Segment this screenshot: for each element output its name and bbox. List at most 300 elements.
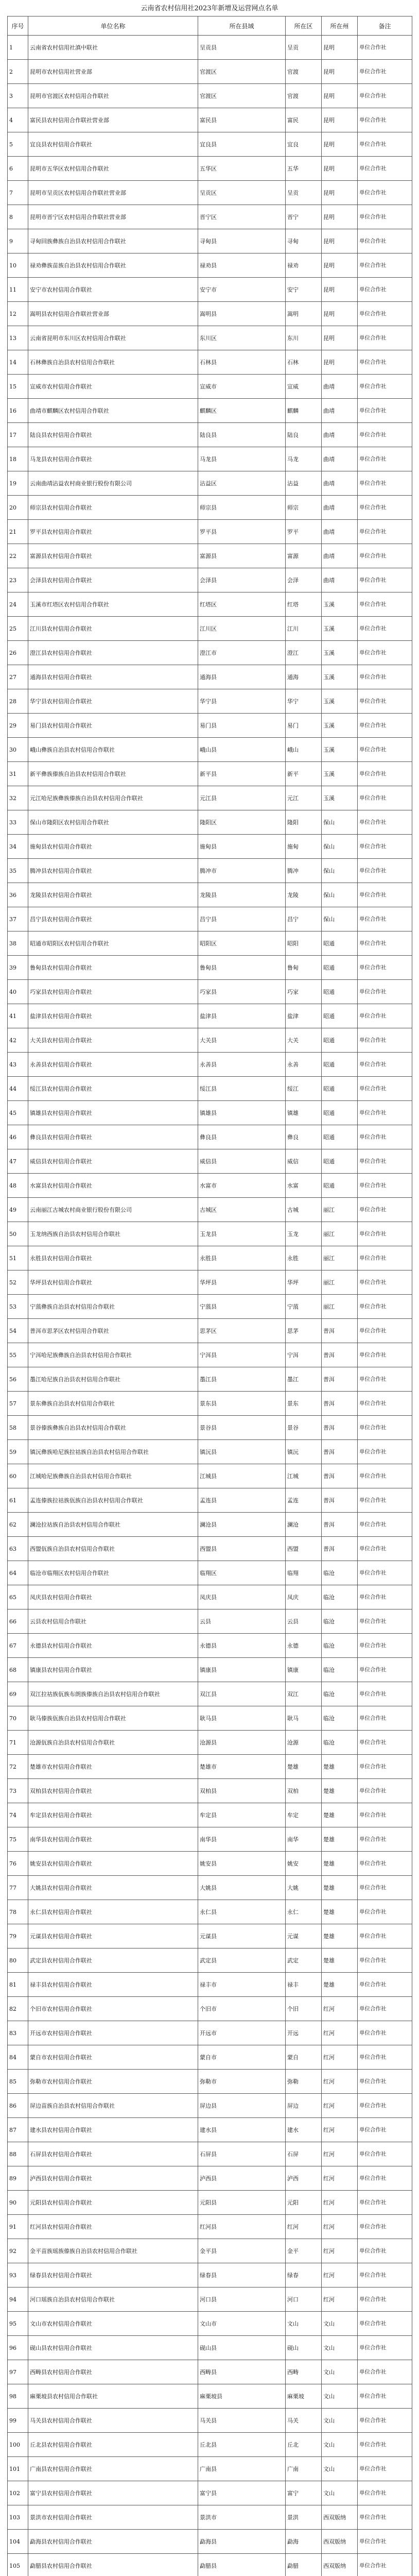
cell-prefecture: 楚雄 <box>322 1803 358 1827</box>
cell-remark: 单位合作社 <box>358 1440 412 1464</box>
cell-prefecture: 临沧 <box>322 1561 358 1585</box>
cell-index: 24 <box>8 592 28 617</box>
cell-unit-name: 澄江县农村信用合作联社 <box>28 641 198 665</box>
cell-index: 6 <box>8 157 28 181</box>
cell-unit-name: 勐腊县农村信用合作联社 <box>28 2554 198 2576</box>
table-row <box>8 2239 412 2263</box>
cell-district: 宣威 <box>286 375 322 399</box>
cell-district: 鲁甸 <box>286 956 322 980</box>
cell-index: 98 <box>8 2384 28 2409</box>
cell-remark: 单位合作社 <box>358 253 412 278</box>
cell-unit-name: 南华县农村信用合作联社 <box>28 1827 198 1852</box>
cell-prefecture: 红河 <box>322 1997 358 2021</box>
table-row <box>8 1198 412 1222</box>
cell-remark: 单位合作社 <box>358 2239 412 2263</box>
cell-prefecture: 曲靖 <box>322 471 358 496</box>
cell-prefecture: 楚雄 <box>322 1973 358 1997</box>
cell-district: 富宁 <box>286 2481 322 2505</box>
cell-unit-name: 大姚县农村信用合作联社 <box>28 1876 198 1900</box>
cell-remark: 单位合作社 <box>358 496 412 520</box>
header-remark: 备注 <box>358 16 412 36</box>
cell-district: 双江 <box>286 1682 322 1706</box>
cell-prefecture: 丽江 <box>322 1295 358 1319</box>
cell-prefecture: 曲靖 <box>322 520 358 544</box>
cell-index: 37 <box>8 907 28 931</box>
cell-county: 水富市 <box>198 1174 286 1198</box>
header-prefecture: 所在州 <box>322 16 358 36</box>
cell-unit-name: 鲁甸县农村信用合作联社 <box>28 956 198 980</box>
cell-district: 红塔 <box>286 592 322 617</box>
cell-unit-name: 玉溪市红塔区农村信用合作联社 <box>28 592 198 617</box>
table-row <box>8 2094 412 2118</box>
cell-county: 南华县 <box>198 1827 286 1852</box>
cell-remark: 单位合作社 <box>358 835 412 859</box>
cell-district: 永善 <box>286 1053 322 1077</box>
cell-remark: 单位合作社 <box>358 2336 412 2360</box>
cell-prefecture: 曲靖 <box>322 399 358 423</box>
cell-prefecture: 红河 <box>322 2118 358 2142</box>
cell-prefecture: 昭通 <box>322 1101 358 1125</box>
cell-index: 75 <box>8 1827 28 1852</box>
cell-district: 富源 <box>286 544 322 568</box>
table-row <box>8 1125 412 1149</box>
cell-district: 元阳 <box>286 2191 322 2215</box>
table-row <box>8 350 412 375</box>
cell-prefecture: 曲靖 <box>322 375 358 399</box>
cell-district: 江川 <box>286 617 322 641</box>
cell-index: 72 <box>8 1755 28 1779</box>
cell-county: 镇沅县 <box>198 1440 286 1464</box>
cell-district: 楚雄 <box>286 1755 322 1779</box>
cell-prefecture: 普洱 <box>322 1464 358 1488</box>
cell-county: 永善县 <box>198 1053 286 1077</box>
cell-district: 思茅 <box>286 1319 322 1343</box>
cell-unit-name: 昆明市官渡区农村信用合作联社 <box>28 84 198 108</box>
cell-index: 19 <box>8 471 28 496</box>
cell-index: 99 <box>8 2409 28 2433</box>
cell-index: 40 <box>8 980 28 1004</box>
table-row <box>8 1077 412 1101</box>
cell-unit-name: 新平彝族傣族自治县农村信用合作联社 <box>28 762 198 786</box>
table-row <box>8 883 412 907</box>
cell-index: 27 <box>8 665 28 689</box>
cell-district: 开远 <box>286 2021 322 2045</box>
cell-unit-name: 耿马傣族佤族自治县农村信用合作联社 <box>28 1706 198 1731</box>
cell-remark: 单位合作社 <box>358 1561 412 1585</box>
cell-unit-name: 墨江哈尼族自治县农村信用合作联社 <box>28 1367 198 1392</box>
cell-remark: 单位合作社 <box>358 520 412 544</box>
cell-unit-name: 建水县农村信用合作联社 <box>28 2118 198 2142</box>
table-row <box>8 471 412 496</box>
cell-unit-name: 安宁市农村信用合作联社 <box>28 278 198 302</box>
cell-remark: 单位合作社 <box>358 641 412 665</box>
cell-unit-name: 禄丰县农村信用合作联社 <box>28 1973 198 1997</box>
cell-remark: 单位合作社 <box>358 980 412 1004</box>
cell-unit-name: 临沧市临翔区农村信用合作联社 <box>28 1561 198 1585</box>
cell-prefecture: 楚雄 <box>322 1779 358 1803</box>
cell-county: 绥江县 <box>198 1077 286 1101</box>
cell-district: 禄丰 <box>286 1973 322 1997</box>
table-row <box>8 2433 412 2457</box>
cell-remark: 单位合作社 <box>358 1416 412 1440</box>
cell-index: 13 <box>8 326 28 350</box>
cell-county: 镇雄县 <box>198 1101 286 1125</box>
cell-prefecture: 昆明 <box>322 84 358 108</box>
cell-prefecture: 楚雄 <box>322 1827 358 1852</box>
cell-district: 景洪 <box>286 2505 322 2530</box>
cell-district: 会泽 <box>286 568 322 592</box>
cell-remark: 单位合作社 <box>358 1222 412 1246</box>
cell-index: 53 <box>8 1295 28 1319</box>
cell-prefecture: 昆明 <box>322 302 358 326</box>
cell-unit-name: 景东彝族自治县农村信用合作联社 <box>28 1392 198 1416</box>
cell-county: 勐海县 <box>198 2530 286 2554</box>
cell-index: 88 <box>8 2142 28 2166</box>
cell-remark: 单位合作社 <box>358 2287 412 2312</box>
cell-district: 龙陵 <box>286 883 322 907</box>
cell-index: 82 <box>8 1997 28 2021</box>
cell-district: 新平 <box>286 762 322 786</box>
cell-remark: 单位合作社 <box>358 592 412 617</box>
table-row <box>8 1682 412 1706</box>
cell-remark: 单位合作社 <box>358 2409 412 2433</box>
cell-unit-name: 盐津县农村信用合作联社 <box>28 1004 198 1028</box>
table-row <box>8 1392 412 1416</box>
cell-prefecture: 楚雄 <box>322 1876 358 1900</box>
cell-remark: 单位合作社 <box>358 617 412 641</box>
cell-unit-name: 马龙县农村信用合作联社 <box>28 447 198 471</box>
cell-index: 92 <box>8 2239 28 2263</box>
cell-county: 禄丰市 <box>198 1973 286 1997</box>
cell-prefecture: 玉溪 <box>322 592 358 617</box>
cell-remark: 单位合作社 <box>358 2166 412 2191</box>
table-row <box>8 859 412 883</box>
cell-remark: 单位合作社 <box>358 399 412 423</box>
cell-remark: 单位合作社 <box>358 1827 412 1852</box>
cell-county: 施甸县 <box>198 835 286 859</box>
table-row <box>8 2384 412 2409</box>
cell-unit-name: 弥勒市农村信用合作联社 <box>28 2070 198 2094</box>
cell-county: 江城县 <box>198 1464 286 1488</box>
cell-county: 大关县 <box>198 1028 286 1053</box>
cell-county: 江川区 <box>198 617 286 641</box>
table-row <box>8 2118 412 2142</box>
cell-county: 西畴县 <box>198 2360 286 2384</box>
table-row <box>8 1513 412 1537</box>
cell-prefecture: 红河 <box>322 2239 358 2263</box>
table-row <box>8 253 412 278</box>
cell-prefecture: 临沧 <box>322 1682 358 1706</box>
cell-district: 勐海 <box>286 2530 322 2554</box>
cell-remark: 单位合作社 <box>358 1948 412 1973</box>
cell-index: 81 <box>8 1973 28 1997</box>
cell-county: 思茅区 <box>198 1319 286 1343</box>
table-row <box>8 2554 412 2576</box>
table-row <box>8 1270 412 1295</box>
cell-county: 东川区 <box>198 326 286 350</box>
cell-prefecture: 红河 <box>322 2045 358 2070</box>
cell-index: 84 <box>8 2045 28 2070</box>
cell-unit-name: 丘北县农村信用合作联社 <box>28 2433 198 2457</box>
cell-remark: 单位合作社 <box>358 350 412 375</box>
cell-district: 个旧 <box>286 1997 322 2021</box>
cell-unit-name: 宜良县农村信用合作联社 <box>28 132 198 157</box>
cell-unit-name: 孟连傣族拉祜族佤族自治县农村信用合作联社 <box>28 1488 198 1513</box>
cell-index: 86 <box>8 2094 28 2118</box>
cell-prefecture: 普洱 <box>322 1319 358 1343</box>
cell-unit-name: 沧源佤族自治县农村信用合作联社 <box>28 1731 198 1755</box>
cell-unit-name: 威信县农村信用合作联社 <box>28 1149 198 1174</box>
cell-unit-name: 峨山彝族自治县农村信用合作联社 <box>28 738 198 762</box>
table-row <box>8 157 412 181</box>
cell-county: 麻栗坡县 <box>198 2384 286 2409</box>
cell-county: 绿春县 <box>198 2263 286 2287</box>
cell-county: 古城区 <box>198 1198 286 1222</box>
cell-prefecture: 昆明 <box>322 132 358 157</box>
cell-county: 禄劝县 <box>198 253 286 278</box>
table-row <box>8 1028 412 1053</box>
cell-prefecture: 昭通 <box>322 980 358 1004</box>
table-row <box>8 2481 412 2505</box>
cell-index: 69 <box>8 1682 28 1706</box>
cell-district: 宁蒗 <box>286 1295 322 1319</box>
cell-county: 寻甸县 <box>198 229 286 253</box>
cell-district: 镇雄 <box>286 1101 322 1125</box>
cell-district: 双柏 <box>286 1779 322 1803</box>
cell-index: 100 <box>8 2433 28 2457</box>
cell-county: 罗平县 <box>198 520 286 544</box>
cell-remark: 单位合作社 <box>358 1101 412 1125</box>
table-row <box>8 1948 412 1973</box>
table-row <box>8 36 412 60</box>
table-row <box>8 544 412 568</box>
cell-unit-name: 华宁县农村信用合作联社 <box>28 689 198 714</box>
cell-prefecture: 昆明 <box>322 229 358 253</box>
cell-prefecture: 玉溪 <box>322 762 358 786</box>
cell-unit-name: 施甸县农村信用合作联社 <box>28 835 198 859</box>
table-row <box>8 2287 412 2312</box>
cell-unit-name: 华坪县农村信用合作联社 <box>28 1270 198 1295</box>
cell-remark: 单位合作社 <box>358 1900 412 1924</box>
cell-prefecture: 昭通 <box>322 1149 358 1174</box>
cell-index: 89 <box>8 2166 28 2191</box>
table-row <box>8 375 412 399</box>
cell-county: 富民县 <box>198 108 286 132</box>
cell-unit-name: 西畴县农村信用合作联社 <box>28 2360 198 2384</box>
cell-district: 弥勒 <box>286 2070 322 2094</box>
cell-index: 36 <box>8 883 28 907</box>
table-row <box>8 1440 412 1464</box>
cell-remark: 单位合作社 <box>358 1392 412 1416</box>
cell-county: 沾益区 <box>198 471 286 496</box>
cell-index: 9 <box>8 229 28 253</box>
cell-county: 官渡区 <box>198 84 286 108</box>
cell-index: 41 <box>8 1004 28 1028</box>
table-row <box>8 1319 412 1343</box>
table-row <box>8 1731 412 1755</box>
cell-unit-name: 禄劝彝族苗族自治县农村信用合作联社 <box>28 253 198 278</box>
cell-district: 彝良 <box>286 1125 322 1149</box>
cell-district: 西盟 <box>286 1537 322 1561</box>
cell-remark: 单位合作社 <box>358 1706 412 1731</box>
table-row <box>8 762 412 786</box>
cell-district: 昭阳 <box>286 931 322 956</box>
table-row <box>8 108 412 132</box>
cell-index: 91 <box>8 2215 28 2239</box>
cell-county: 建水县 <box>198 2118 286 2142</box>
cell-unit-name: 云县农村信用合作联社 <box>28 1609 198 1634</box>
cell-index: 76 <box>8 1852 28 1876</box>
cell-prefecture: 红河 <box>322 2021 358 2045</box>
cell-district: 泸西 <box>286 2166 322 2191</box>
cell-index: 105 <box>8 2554 28 2576</box>
cell-remark: 单位合作社 <box>358 1319 412 1343</box>
cell-county: 石屏县 <box>198 2142 286 2166</box>
cell-county: 武定县 <box>198 1948 286 1973</box>
cell-remark: 单位合作社 <box>358 931 412 956</box>
cell-prefecture: 曲靖 <box>322 423 358 447</box>
table-row <box>8 1246 412 1270</box>
cell-county: 石林县 <box>198 350 286 375</box>
cell-county: 马龙县 <box>198 447 286 471</box>
table-row <box>8 2166 412 2191</box>
cell-remark: 单位合作社 <box>358 1464 412 1488</box>
table-row <box>8 980 412 1004</box>
cell-index: 58 <box>8 1416 28 1440</box>
cell-index: 65 <box>8 1585 28 1609</box>
cell-index: 50 <box>8 1222 28 1246</box>
cell-unit-name: 泸西县农村信用合作联社 <box>28 2166 198 2191</box>
cell-prefecture: 楚雄 <box>322 1900 358 1924</box>
cell-prefecture: 文山 <box>322 2384 358 2409</box>
cell-county: 孟连县 <box>198 1488 286 1513</box>
cell-district: 晋宁 <box>286 205 322 229</box>
cell-unit-name: 镇康县农村信用合作联社 <box>28 1658 198 1682</box>
cell-index: 93 <box>8 2263 28 2287</box>
cell-prefecture: 昆明 <box>322 181 358 205</box>
table-row <box>8 2045 412 2070</box>
cell-district: 马龙 <box>286 447 322 471</box>
cell-county: 耿马县 <box>198 1706 286 1731</box>
cell-index: 101 <box>8 2457 28 2481</box>
cell-index: 7 <box>8 181 28 205</box>
cell-remark: 单位合作社 <box>358 2505 412 2530</box>
cell-district: 南华 <box>286 1827 322 1852</box>
cell-index: 23 <box>8 568 28 592</box>
cell-remark: 单位合作社 <box>358 2360 412 2384</box>
cell-unit-name: 江川县农村信用合作联社 <box>28 617 198 641</box>
cell-remark: 单位合作社 <box>358 1852 412 1876</box>
cell-index: 62 <box>8 1513 28 1537</box>
table-row <box>8 1367 412 1392</box>
cell-district: 沧源 <box>286 1731 322 1755</box>
cell-index: 51 <box>8 1246 28 1270</box>
cell-index: 47 <box>8 1149 28 1174</box>
table-row <box>8 956 412 980</box>
cell-remark: 单位合作社 <box>358 2384 412 2409</box>
cell-prefecture: 昭通 <box>322 1077 358 1101</box>
cell-county: 鲁甸县 <box>198 956 286 980</box>
cell-remark: 单位合作社 <box>358 689 412 714</box>
table-row <box>8 2215 412 2239</box>
cell-remark: 单位合作社 <box>358 108 412 132</box>
cell-county: 晋宁区 <box>198 205 286 229</box>
cell-district: 丘北 <box>286 2433 322 2457</box>
cell-district: 蒙自 <box>286 2045 322 2070</box>
cell-district: 呈贡 <box>286 181 322 205</box>
cell-remark: 单位合作社 <box>358 738 412 762</box>
cell-index: 54 <box>8 1319 28 1343</box>
cell-prefecture: 昭通 <box>322 1053 358 1077</box>
cell-prefecture: 红河 <box>322 2070 358 2094</box>
cell-unit-name: 元江哈尼族彝族傣族自治县农村信用合作联社 <box>28 786 198 810</box>
cell-district: 禄劝 <box>286 253 322 278</box>
cell-district: 官渡 <box>286 84 322 108</box>
cell-remark: 单位合作社 <box>358 2094 412 2118</box>
table-row <box>8 1924 412 1948</box>
table-row <box>8 1537 412 1561</box>
cell-prefecture: 临沧 <box>322 1609 358 1634</box>
header-index: 序号 <box>8 16 28 36</box>
cell-unit-name: 西盟佤族自治县农村信用合作联社 <box>28 1537 198 1561</box>
cell-unit-name: 富民县农村信用合作联社营业部 <box>28 108 198 132</box>
table-row <box>8 1609 412 1634</box>
cell-remark: 单位合作社 <box>358 956 412 980</box>
cell-remark: 单位合作社 <box>358 471 412 496</box>
table-row <box>8 2312 412 2336</box>
cell-county: 宣威市 <box>198 375 286 399</box>
cell-unit-name: 陆良县农村信用合作联社 <box>28 423 198 447</box>
table-row <box>8 1464 412 1488</box>
cell-district: 麒麟 <box>286 399 322 423</box>
cell-prefecture: 昭通 <box>322 1125 358 1149</box>
cell-prefecture: 普洱 <box>322 1440 358 1464</box>
table-row <box>8 1779 412 1803</box>
cell-index: 1 <box>8 36 28 60</box>
cell-prefecture: 玉溪 <box>322 786 358 810</box>
cell-remark: 单位合作社 <box>358 544 412 568</box>
table-row <box>8 2021 412 2045</box>
cell-county: 景洪市 <box>198 2505 286 2530</box>
table-row <box>8 2070 412 2094</box>
cell-unit-name: 昆明市晋宁区农村信用合作联社营业部 <box>28 205 198 229</box>
cell-index: 102 <box>8 2481 28 2505</box>
cell-district: 耿马 <box>286 1706 322 1731</box>
table-row <box>8 1053 412 1077</box>
cell-prefecture: 昆明 <box>322 326 358 350</box>
table-row <box>8 2457 412 2481</box>
cell-district: 云县 <box>286 1609 322 1634</box>
cell-unit-name: 昌宁县农村信用合作联社 <box>28 907 198 931</box>
cell-county: 景东县 <box>198 1392 286 1416</box>
cell-district: 石屏 <box>286 2142 322 2166</box>
cell-remark: 单位合作社 <box>358 883 412 907</box>
cell-index: 56 <box>8 1367 28 1392</box>
cell-prefecture: 红河 <box>322 2166 358 2191</box>
cell-remark: 单位合作社 <box>358 1634 412 1658</box>
cell-county: 龙陵县 <box>198 883 286 907</box>
cell-prefecture: 楚雄 <box>322 1924 358 1948</box>
cell-index: 2 <box>8 60 28 84</box>
cell-district: 华坪 <box>286 1270 322 1295</box>
cell-index: 78 <box>8 1900 28 1924</box>
cell-index: 5 <box>8 132 28 157</box>
cell-county: 华坪县 <box>198 1270 286 1295</box>
cell-remark: 单位合作社 <box>358 810 412 835</box>
cell-district: 大关 <box>286 1028 322 1053</box>
cell-district: 石林 <box>286 350 322 375</box>
cell-index: 70 <box>8 1706 28 1731</box>
